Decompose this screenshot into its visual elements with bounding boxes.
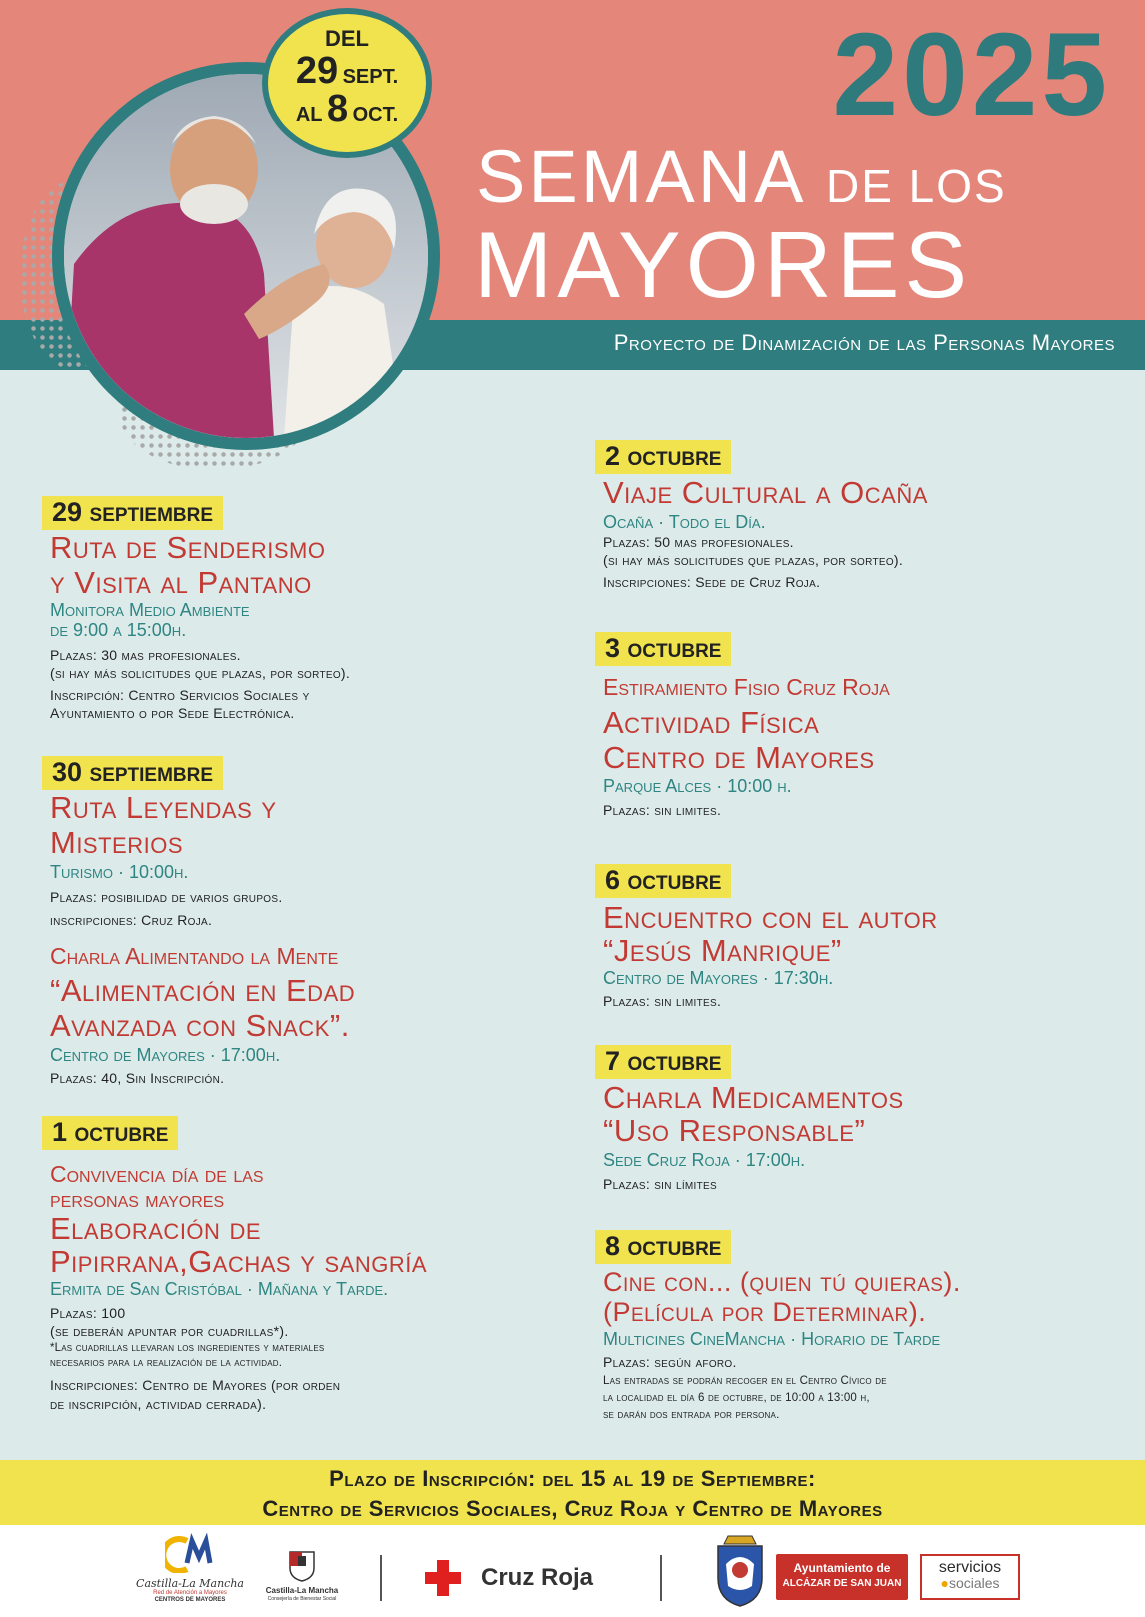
event-title: Charla Medicamentos <box>603 1080 904 1115</box>
servicios-sociales-box <box>920 1554 1020 1600</box>
event-title: “Jesús Manrique” <box>603 933 842 968</box>
event-info: inscripciones: Cruz Roja. <box>50 912 213 928</box>
registration-band <box>0 1460 1145 1525</box>
clm1-sub: Red de Atención a Mayores <box>153 1590 227 1596</box>
coat-of-arms-icon <box>712 1534 768 1608</box>
clm1-sub2: CENTROS DE MAYORES <box>154 1597 226 1604</box>
event-title: Actividad Física <box>603 705 820 740</box>
date-3-octubre: 3 octubre <box>595 632 731 666</box>
event-info: Plazas: 40, Sin Inscripción. <box>50 1070 225 1086</box>
clm-junta-logo <box>262 1550 342 1610</box>
event-info: Inscripción: Centro Servicios Sociales y <box>50 687 310 703</box>
event-info: (si hay más solicitudes que plazas, por sorteo). <box>50 665 351 681</box>
clm2-name: Castilla-La Mancha <box>265 1586 339 1595</box>
date-29-septiembre: 29 septiembre <box>42 496 223 530</box>
date-2-octubre: 2 octubre <box>595 440 731 474</box>
title-semana: SEMANA <box>476 135 803 218</box>
clm-logo-icon <box>165 1533 215 1573</box>
clm-centros-mayores-logo <box>130 1533 250 1613</box>
event-place: Multicines CineMancha · Horario de Tarde <box>603 1329 941 1349</box>
event-place: Sede Cruz Roja · 17:00h. <box>603 1150 806 1170</box>
logo-divider <box>380 1555 382 1601</box>
event-title: Pipirrana,Gachas y sangría <box>50 1244 428 1279</box>
cruz-roja-name: Cruz Roja <box>481 1564 594 1591</box>
bubble-oct: OCT. <box>352 104 399 126</box>
clm-shield-icon <box>287 1550 317 1582</box>
event-subtitle: Estiramiento Fisio Cruz Roja <box>603 674 890 700</box>
date-8-octubre: 8 octubre <box>595 1230 731 1264</box>
event-subtitle: Charla Alimentando la Mente <box>50 943 339 969</box>
year-title: 2025 <box>832 9 1111 141</box>
event-info: Inscripciones: Centro de Mayores (por orden <box>50 1377 341 1393</box>
event-title: Viaje Cultural a Ocaña <box>603 475 928 510</box>
bubble-sept: SEPT. <box>342 66 399 88</box>
event-place: Centro de Mayores · 17:30h. <box>603 968 834 988</box>
event-time: de 9:00 a 15:00h. <box>50 620 187 640</box>
ss-line1: servicios <box>938 1559 1002 1576</box>
event-info: Plazas: sin limites. <box>603 993 722 1009</box>
event-title: Centro de Mayores <box>603 740 875 775</box>
event-title: Misterios <box>50 825 184 860</box>
date-1-octubre: 1 octubre <box>42 1116 178 1150</box>
bubble-al: AL <box>295 104 323 126</box>
event-title: (Película por Determinar). <box>603 1297 927 1327</box>
event-title: Ruta Leyendas y <box>50 790 277 825</box>
event-place: Turismo · 10:00h. <box>50 862 189 882</box>
title-mayores: MAYORES <box>474 212 973 317</box>
registration-places: Centro de Servicios Sociales, Cruz Roja y Centro de Mayores <box>262 1495 883 1521</box>
event-title: “Uso Responsable” <box>603 1113 866 1148</box>
event-place: Ermita de San Cristóbal · Mañana y Tarde. <box>50 1279 389 1299</box>
event-title: “Alimentación en Edad <box>50 973 356 1008</box>
event-info: Inscripciones: Sede de Cruz Roja. <box>603 574 821 590</box>
event-info: Plazas: sin límites <box>603 1176 717 1192</box>
cruz-roja-logo <box>425 1560 625 1600</box>
event-info: Ayuntamiento o por Sede Electrónica. <box>50 705 295 721</box>
event-info: Plazas: 100 <box>50 1305 126 1321</box>
bubble-start <box>268 52 426 90</box>
date-6-octubre: 6 octubre <box>595 864 731 898</box>
bubble-del: DEL <box>325 26 369 51</box>
date-30-septiembre: 30 septiembre <box>42 756 223 790</box>
ss-dots-icon: ● <box>940 1575 949 1591</box>
red-cross-icon <box>425 1560 461 1596</box>
event-note: Las entradas se podrán recoger en el Centro Cívico de <box>603 1375 887 1387</box>
event-title: Encuentro con el autor <box>603 900 938 935</box>
event-note: necesarios para la realización de la actividad. <box>50 1357 283 1369</box>
event-note: se darán dos entrada por persona. <box>603 1409 780 1421</box>
ss-line2 <box>922 1576 1018 1591</box>
date-7-octubre: 7 octubre <box>595 1045 731 1079</box>
event-note: *Las cuadrillas llevaran los ingredientes y materiales <box>50 1342 325 1354</box>
subtitle: Proyecto de Dinamización de las Personas Mayores <box>613 330 1115 355</box>
event-info: Plazas: 50 mas profesionales. <box>603 534 794 550</box>
event-info: Plazas: sin limites. <box>603 802 722 818</box>
event-title: Cine con... (quien tú quieras). <box>603 1267 961 1297</box>
date-bubble <box>262 8 432 158</box>
event-info: de inscripción, actividad cerrada). <box>50 1396 267 1412</box>
title-de-los: DE LOS <box>826 160 1007 212</box>
event-title: Elaboración de <box>50 1211 262 1246</box>
title-semana-de-los <box>476 135 1007 218</box>
event-info: (se deberán apuntar por cuadrillas*). <box>50 1323 289 1339</box>
registration-period: Plazo de Inscripción: del 15 al 19 de Septiembre: <box>329 1466 816 1491</box>
event-info: Plazas: 30 mas profesionales. <box>50 647 241 663</box>
ayto-line2: ALCÁZAR DE SAN JUAN <box>782 1578 902 1589</box>
event-place: Centro de Mayores · 17:00h. <box>50 1045 281 1065</box>
bubble-end <box>268 90 426 128</box>
event-info: Plazas: según aforo. <box>603 1354 737 1370</box>
clm1-name: Castilla-La Mancha <box>136 1577 244 1590</box>
event-subtitle: personas mayores <box>50 1186 225 1212</box>
clm2-sub: Consejería de Bienestar Social <box>267 1595 337 1602</box>
bubble-day-8: 8 <box>326 88 349 130</box>
event-place: Ocaña · Todo el Día. <box>603 512 766 532</box>
ss-line2-text: sociales <box>948 1575 1000 1591</box>
event-note: la localidad el día 6 de octubre, de 10:00 a 13:00 h, <box>603 1392 870 1404</box>
event-place: Monitora Medio Ambiente <box>50 600 250 620</box>
ayuntamiento-logo <box>712 1534 1032 1612</box>
event-title: Ruta de Senderismo <box>50 530 326 565</box>
event-title: Avanzada con Snack”. <box>50 1008 350 1043</box>
ayto-line1: Ayuntamiento de <box>793 1561 891 1575</box>
event-info: Plazas: posibilidad de varios grupos. <box>50 889 283 905</box>
event-info: (si hay más solicitudes que plazas, por sorteo). <box>603 552 904 568</box>
logo-divider <box>660 1555 662 1601</box>
bubble-day-29: 29 <box>295 50 339 92</box>
event-title: y Visita al Pantano <box>50 565 312 600</box>
event-place: Parque Alces · 10:00 h. <box>603 776 792 796</box>
ayuntamiento-box <box>776 1554 908 1600</box>
event-subtitle: Convivencia día de las <box>50 1161 264 1187</box>
